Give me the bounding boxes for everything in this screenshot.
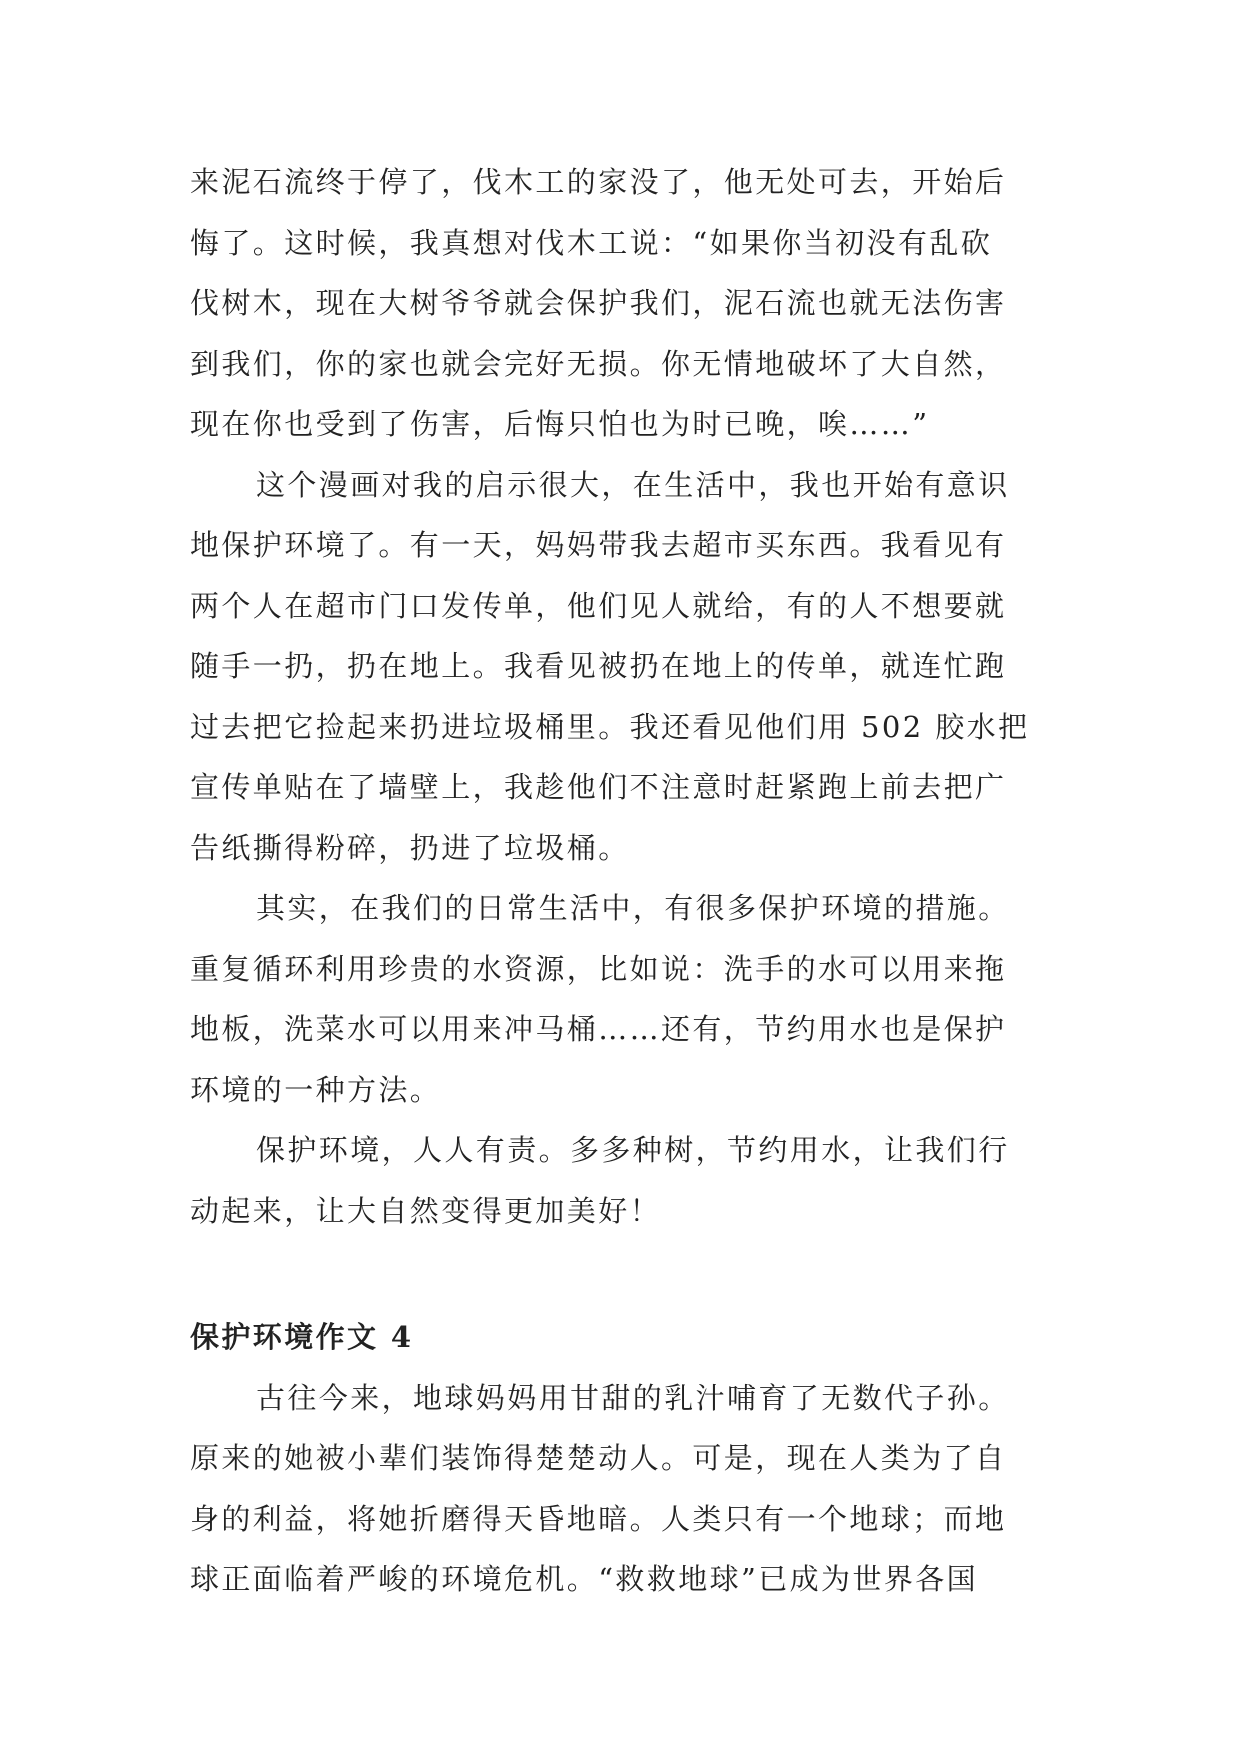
text-line: 环境的一种方法。 (190, 1072, 442, 1107)
text-line: 原来的她被小辈们装饰得楚楚动人。可是，现在人类为了自 (190, 1441, 1007, 1475)
paragraph-1 (190, 152, 1060, 455)
text-line: 身的利益，将她折磨得天昏地暗。人类只有一个地球；而地 (190, 1501, 1007, 1536)
section-spacer (190, 1241, 1060, 1307)
text-line: 这个漫画对我的启示很大，在生活中，我也开始有意识 (256, 467, 1010, 502)
text-line: 告纸撕得粉碎，扔进了垃圾桶。 (190, 830, 630, 865)
text-line: 到我们，你的家也就会完好无损。你无情地破坏了大自然， (190, 346, 1007, 381)
text-line: 古往今来，地球妈妈用甘甜的乳汁哺育了无数代子孙。 (256, 1380, 1010, 1415)
text-line: 现在你也受到了伤害，后悔只怕也为时已晚，唉……” (190, 407, 930, 441)
text-line: 动起来，让大自然变得更加美好！ (190, 1193, 662, 1228)
section-paragraph (190, 1368, 1060, 1610)
text-line: 其实，在我们的日常生活中，有很多保护环境的措施。 (256, 891, 1010, 925)
text-line: 地板，洗菜水可以用来冲马桶……还有，节约用水也是保护 (190, 1012, 1007, 1046)
document-body (190, 152, 1060, 1610)
section-title: 保护环境作文 4 (190, 1320, 414, 1354)
text-line: 悔了。这时候，我真想对伐木工说：“如果你当初没有乱砍 (190, 225, 993, 260)
paragraph-2 (190, 455, 1060, 879)
text-line: 重复循环利用珍贵的水资源，比如说：洗手的水可以用来拖 (190, 951, 1007, 986)
text-line: 球正面临着严峻的环境危机。“救救地球”已成为世界各国 (190, 1562, 979, 1596)
text-line: 随手一扔，扔在地上。我看见被扔在地上的传单，就连忙跑 (190, 649, 1007, 683)
text-line: 来泥石流终于停了，伐木工的家没了，他无处可去，开始后 (190, 165, 1007, 199)
text-line: 宣传单贴在了墙壁上，我趁他们不注意时赶紧跑上前去把广 (190, 770, 1007, 804)
text-line: 两个人在超市门口发传单，他们见人就给，有的人不想要就 (190, 588, 1007, 623)
paragraph-3 (190, 878, 1060, 1120)
paragraph-4 (190, 1120, 1060, 1241)
text-line: 地保护环境了。有一天，妈妈带我去超市买东西。我看见有 (190, 528, 1007, 562)
text-line: 伐树木，现在大树爷爷就会保护我们，泥石流也就无法伤害 (190, 286, 1007, 320)
text-line: 过去把它捡起来扔进垃圾桶里。我还看见他们用 502 胶水把 (190, 709, 1030, 744)
text-line: 保护环境，人人有责。多多种树，节约用水，让我们行 (256, 1133, 1010, 1167)
